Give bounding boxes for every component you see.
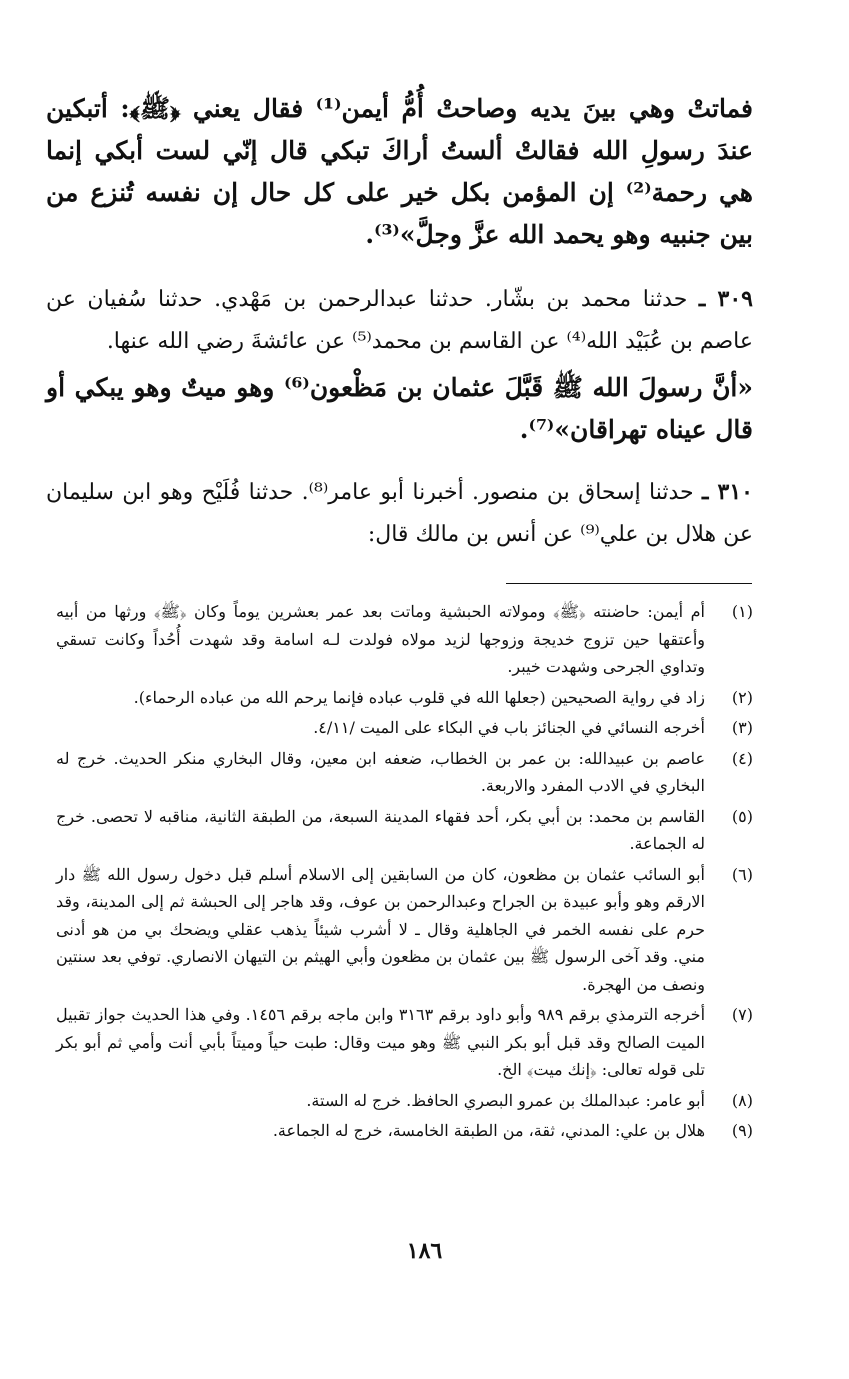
footnote-text: أبو عامر: عبدالملك بن عمرو البصري الحافظ. خرج له الستة. bbox=[306, 1090, 705, 1110]
footnote bbox=[56, 1087, 753, 1115]
footnote-number: (١) bbox=[731, 602, 753, 621]
footnote-text: زاد في رواية الصحيحين (جعلها الله في قلوب عباده فإنما يرحم الله من عباده الرحماء). bbox=[133, 687, 705, 707]
footnote-text: أبو السائب عثمان بن مظعون، كان من السابقين إلى الاسلام أسلم قبل دخول رسول الله ﷺ دار الارقم وهو وأبو عبيدة بن الجراح وعبدالرحمن بن عوف، وقد هاجر إلى الحبشة ثم إلى المدينة، وقد حرم على نفسه الخمر في الجاهلية وقال ـ لا أشرب شيئاً يذهب عقلي ويضحك بي من هو أدنى مني. وقد آخى الرسول ﷺ بين عثمان بن مظعون وأبي الهيثم بن التيهان الانصاري. توفي بعد سنتين ونصف من الهجرة. bbox=[56, 864, 705, 994]
footnote-number: (٧) bbox=[731, 1005, 753, 1024]
hadith-number: ٣١٠ ـ bbox=[702, 479, 753, 505]
footnote-separator bbox=[506, 583, 752, 584]
footnote-text: القاسم بن محمد: بن أبي بكر، أحد فقهاء المدينة السبعة، من الطبقة الثانية، مناقبه لا تحصى. خرج له الجماعة. bbox=[56, 806, 705, 853]
footnote bbox=[56, 684, 753, 712]
page-number: ١٨٦ bbox=[406, 1238, 443, 1264]
footnote bbox=[56, 745, 753, 800]
hadith-310-isnad bbox=[46, 471, 753, 556]
hadith-number: ٣٠٩ ـ bbox=[698, 286, 753, 312]
footnote-number: (٩) bbox=[731, 1121, 753, 1140]
footnote bbox=[56, 861, 753, 999]
footnote bbox=[56, 598, 753, 681]
footnote-number: (٥) bbox=[731, 806, 753, 826]
isnad-text: حدثنا إسحاق بن منصور. أخبرنا أبو عامر⁽⁸⁾. حدثنا فُلَيْح وهو ابن سليمان عن هلال بن علي⁽⁹⁾ عن أنس بن مالك قال: bbox=[46, 480, 753, 547]
footnote-text: عاصم بن عبيدالله: بن عمر بن الخطاب، ضعفه ابن معين، وقال البخاري منكر الحديث. خرج له البخاري في الادب المفرد والاربعة. bbox=[56, 748, 705, 795]
footnote-text: هلال بن علي: المدني، ثقة، من الطبقة الخامسة، خرج له الجماعة. bbox=[272, 1121, 705, 1140]
footnote-number: (٦) bbox=[731, 864, 753, 884]
footnote bbox=[56, 1117, 753, 1145]
footnote-number: (٤) bbox=[731, 748, 753, 768]
footnote-number: (٣) bbox=[731, 718, 753, 737]
hadith-text-continued: فماتتْ وهي بينَ يديه وصاحتْ أُمُّ أيمن⁽¹⁾ فقال يعني ﴿ﷺ﴾: أتبكين عندَ رسولِ الله فقالتْ ألستُ أراكَ تبكي قال إنّي لست أبكي إنما هي رحمة⁽²⁾ إن المؤمن بكل خير على كل حال إن نفسه تُنزع من بين جنبيه وهو يحمد الله عزَّ وجلَّ»⁽³⁾. bbox=[46, 94, 754, 249]
footnote-text: أخرجه النسائي في الجنائز باب في البكاء على الميت /٤/١١. bbox=[313, 718, 705, 737]
footnote-number: (٨) bbox=[731, 1090, 753, 1110]
footnote-text: أم أيمن: حاضنته ﴿ﷺ﴾ ومولاته الحبشية وماتت بعد عمر بعشرين يوماً وكان ﴿ﷺ﴾ ورثها من أبيه وأعتقها حين تزوج خديجة وزوجها لزيد مولاه فولدت لـه اسامة وقد شهدت أُحُداً وكانت تسقي وتداوي الجرحى وشهدت خيبر. bbox=[56, 602, 705, 676]
isnad-text: حدثنا محمد بن بشّار. حدثنا عبدالرحمن بن مَهْدي. حدثنا سُفيان عن عاصم بن عُبَيْد الله⁽⁴⁾ عن القاسم بن محمد⁽⁵⁾ عن عائشةَ رضي الله عنها. bbox=[46, 287, 753, 354]
footnote bbox=[56, 803, 753, 858]
hadith-309-matn: «أنَّ رسولَ الله ﷺ قَبَّلَ عثمان بن مَظْعون⁽⁶⁾ وهو ميتٌ وهو يبكي أو قال عيناه تهراقان»⁽⁷⁾. bbox=[46, 373, 753, 444]
footnote bbox=[56, 714, 753, 742]
footnote-text: أخرجه الترمذي برقم ٩٨٩ وأبو داود برقم ٣١٦٣ وابن ماجه برقم ١٤٥٦. وفي هذا الحديث جواز تقبيل الميت الصالح وقد قبل أبو بكر النبي ﷺ وهو ميت وقال: طبت حياً وميتاً بأبي أنت وأمي ثم أبو بكر تلى قوله تعالى: ﴿إنك ميت﴾ الخ. bbox=[56, 1005, 706, 1079]
footnote bbox=[56, 1001, 753, 1084]
hadith-309-isnad bbox=[46, 278, 753, 363]
footnote-number: (٢) bbox=[731, 687, 753, 707]
footnotes bbox=[56, 598, 753, 1148]
